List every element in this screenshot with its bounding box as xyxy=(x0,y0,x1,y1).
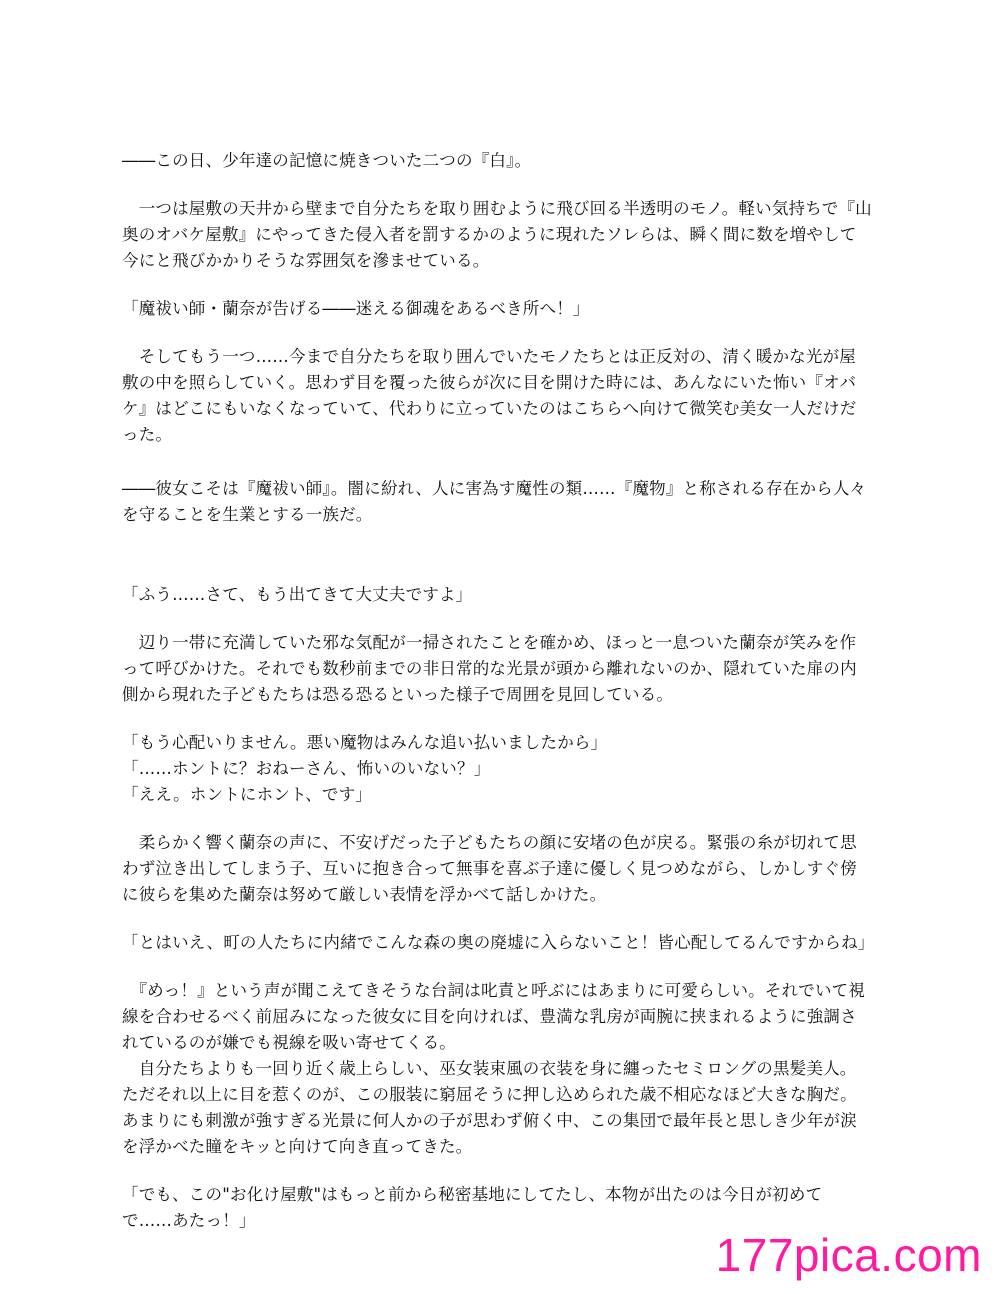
document-page xyxy=(122,148,875,1234)
paragraph-9: 「……ホントに？おねーさん、怖いのいない？」 xyxy=(122,759,491,778)
paragraph-5: ――彼女こそは『魔祓い師』。闇に紛れ、人に害為す魔性の類……『魔物』と称される存在から人々を守ることを生業とする一族だ。 xyxy=(122,479,867,524)
paragraph-4: そしてもう一つ……今まで自分たちを取り囲んでいたモノたちとは正反対の、清く暖かな光が屋敷の中を照らしていく。思わず目を覆った彼らが次に目を開けた時には、あんなにいた怖い『オバケ』はどこにもいなくなっていて、代わりに立っていたのはこちらへ向けて微笑む美女一人だけだった。 xyxy=(122,347,857,444)
paragraph-2: 一つは屋敷の天井から壁まで自分たちを取り囲むように飛び回る半透明のモノ。軽い気持ちで『山奥のオバケ屋敷』にやってきた侵入者を罰するかのように現れたソレらは、瞬く間に数を増やして今にと飛びかかりそうな雰囲気を滲ませている。 xyxy=(122,199,872,270)
paragraph-13: 『めっ！』という声が聞こえてきそうな台詞は叱責と呼ぶにはあまりに可愛らしい。それでいて視線を合わせるべく前屈みになった彼女に目を向ければ、豊満な乳房が両腕に挟まれるように強調されているのが嫌でも視線を吸い寄せてくる。 xyxy=(122,981,866,1052)
paragraph-8: 「もう心配いりません。悪い魔物はみんな追い払いましたから」 xyxy=(122,733,608,752)
paragraph-6: 「ふう……さて、もう出てきて大丈夫ですよ」 xyxy=(122,585,473,604)
paragraph-15: 「でも、この"お化け屋敷"はもっと前から秘密基地にしてたし、本物が出たのは今日が初めてで……あたっ！」 xyxy=(122,1185,823,1230)
paragraph-14: 自分たちよりも一回り近く歳上らしい、巫女装束風の衣装を身に纏ったセミロングの黒髪美人。ただそれ以上に目を惹くのが、この服装に窮屈そうに押し込められた歳不相応なほど大きな胸だ。あまりにも刺激が強すぎる光景に何人かの子が思わず俯く中、この集団で最年長と思しき少年が涙を浮かべた瞳をキッと向けて向き直ってきた。 xyxy=(122,1059,857,1156)
paragraph-1: ――この日、少年達の記憶に焼きついた二つの『白』。 xyxy=(122,151,532,170)
paragraph-3: 「魔祓い師・蘭奈が告げる――迷える御魂をあるべき所へ！」 xyxy=(122,299,590,318)
paragraph-11: 柔らかく響く蘭奈の声に、不安げだった子どもたちの顔に安堵の色が戻る。緊張の糸が切れて思わず泣き出してしまう子、互いに抱き合って無事を喜ぶ子達に優しく見つめながら、しかしすぐ傍に彼らを集めた蘭奈は努めて厳しい表情を浮かべて話しかけた。 xyxy=(122,833,857,904)
paragraph-7: 辺り一帯に充満していた邪な気配が一掃されたことを確かめ、ほっと一息ついた蘭奈が笑みを作って呼びかけた。それでも数秒前までの非日常的な光景が頭から離れないのか、隠れていた扉の内側から現れた子どもたちは恐る恐るといった様子で周囲を見回している。 xyxy=(122,633,857,704)
watermark-text: 177pica.com xyxy=(715,1229,982,1281)
paragraph-10: 「ええ。ホントにホント、です」 xyxy=(122,785,373,804)
paragraph-12: 「とはいえ、町の人たちに内緒でこんな森の奥の廃墟に入らないこと！皆心配してるんですからね」 xyxy=(122,933,875,952)
